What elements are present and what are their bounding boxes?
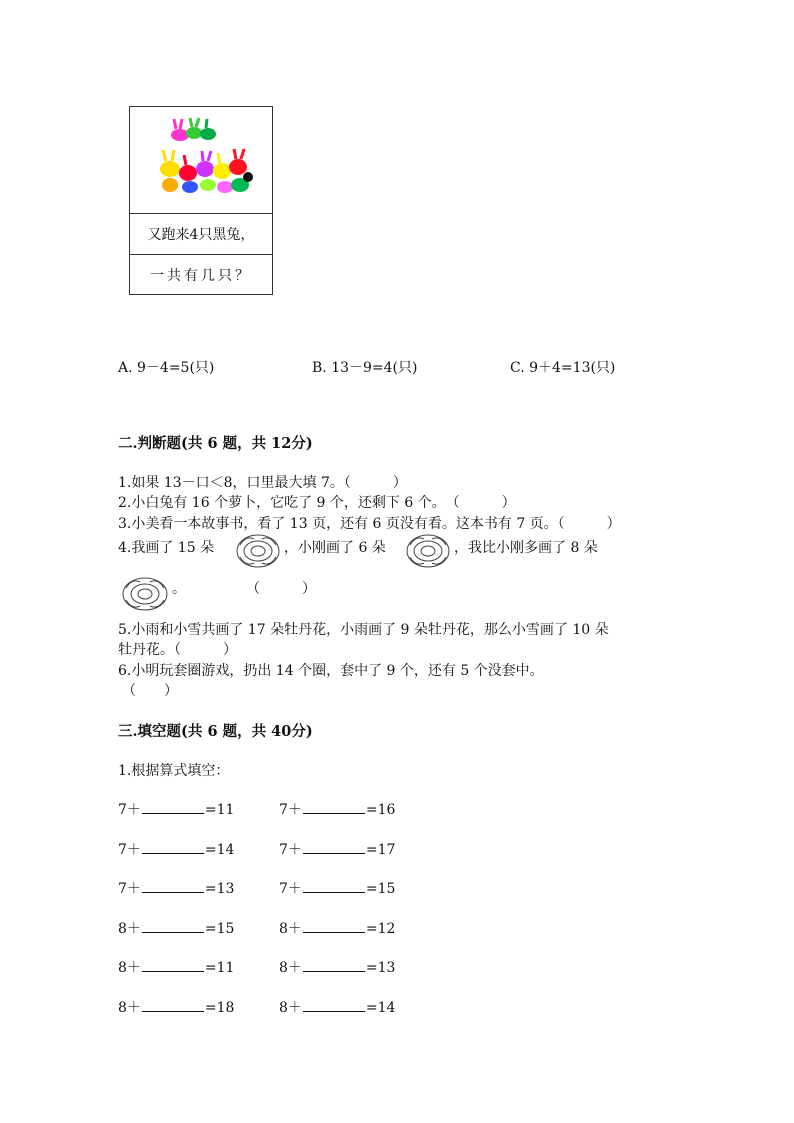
equation-item [279, 839, 395, 859]
equation-suffix: =16 [365, 802, 396, 818]
equation-suffix: =14 [204, 842, 235, 858]
card-line-1: 又跑来4只黑兔， [130, 213, 272, 255]
equation-item [118, 918, 234, 938]
equation-suffix: =11 [204, 960, 235, 976]
option-b[interactable]: B. 13－9=4(只) [312, 360, 418, 376]
answer-blank[interactable] [142, 1010, 204, 1012]
equation-suffix: =15 [365, 881, 396, 897]
section-3-title: 三.填空题(共 6 题，共 40分) [118, 723, 313, 740]
equation-suffix: =12 [365, 921, 396, 937]
judge-question-6-line-2[interactable]: （ ） [122, 683, 178, 699]
answer-blank[interactable] [303, 812, 365, 814]
answer-blank[interactable] [303, 970, 365, 972]
equation-item [118, 957, 234, 977]
judge-question-4-part-c: ，我比小刚多画了 8 朵 [454, 540, 598, 556]
answer-blank[interactable] [142, 812, 204, 814]
answer-blank[interactable] [303, 1010, 365, 1012]
equation-suffix: =13 [365, 960, 396, 976]
equation-prefix: 7＋ [118, 802, 141, 818]
equation-prefix: 7＋ [118, 842, 141, 858]
answer-blank[interactable] [142, 931, 204, 933]
judge-question-5-line-1: 5.小雨和小雪共画了 17 朵牡丹花，小雨画了 9 朵牡丹花，那么小雪画了 10 朵 [118, 622, 609, 638]
equation-suffix: =13 [204, 881, 235, 897]
equation-prefix: 8＋ [279, 1000, 302, 1016]
equation-prefix: 8＋ [279, 960, 302, 976]
fill-question-1: 1.根据算式填空： [118, 763, 230, 779]
equation-suffix: =14 [365, 1000, 396, 1016]
equation-prefix: 7＋ [279, 802, 302, 818]
equation-item [279, 997, 395, 1017]
peony-flower-icon [234, 531, 282, 575]
judge-question-4-part-d: 。 [172, 581, 186, 597]
equation-suffix: =18 [204, 1000, 235, 1016]
section-2-title: 二.判断题(共 6 题，共 12分) [118, 435, 313, 452]
option-c[interactable]: C. 9＋4=13(只) [510, 360, 616, 376]
equation-prefix: 8＋ [118, 921, 141, 937]
equation-suffix: =11 [204, 802, 235, 818]
judge-question-6-line-1: 6.小明玩套圈游戏，扔出 14 个圈，套中了 9 个，还有 5 个没套中。 [118, 663, 544, 679]
judge-question-4-part-b: ，小刚画了 6 朵 [284, 540, 386, 556]
judge-question-4-part-a: 4.我画了 15 朵 [118, 540, 215, 556]
equation-suffix: =17 [365, 842, 396, 858]
equation-prefix: 7＋ [118, 881, 141, 897]
equation-prefix: 8＋ [118, 960, 141, 976]
answer-blank[interactable] [142, 891, 204, 893]
rabbit-icon [160, 118, 253, 193]
equation-item [118, 997, 234, 1017]
question-card [129, 106, 273, 295]
card-line-2: 一共有几只？ [150, 267, 252, 284]
equation-prefix: 7＋ [279, 881, 302, 897]
answer-blank[interactable] [142, 970, 204, 972]
peony-flower-icon [120, 574, 170, 618]
equation-item [279, 918, 395, 938]
equation-item [279, 878, 395, 898]
judge-question-3: 3.小美看一本故事书，看了 13 页，还有 6 页没有看。这本书有 7 页。（ ） [118, 516, 621, 532]
judge-question-1: 1.如果 13－口＜8，口里最大填 7。（ ） [118, 475, 407, 491]
equation-prefix: 8＋ [118, 1000, 141, 1016]
equation-item [118, 878, 234, 898]
answer-blank[interactable] [303, 852, 365, 854]
equation-item [279, 799, 395, 819]
rabbits-picture [130, 107, 272, 214]
equation-prefix: 7＋ [279, 842, 302, 858]
peony-flower-icon [404, 531, 452, 575]
answer-blank[interactable] [303, 891, 365, 893]
option-a[interactable]: A. 9－4=5(只) [118, 360, 215, 376]
answer-blank[interactable] [142, 852, 204, 854]
answer-blank[interactable] [303, 931, 365, 933]
equation-item [118, 839, 234, 859]
equation-prefix: 8＋ [279, 921, 302, 937]
judge-question-2: 2.小白兔有 16 个萝卜，它吃了 9 个，还剩下 6 个。 （ ） [118, 495, 516, 511]
equation-item [118, 799, 234, 819]
equation-suffix: =15 [204, 921, 235, 937]
judge-question-5-line-2: 牡丹花。（ ） [118, 642, 237, 658]
equation-item [279, 957, 395, 977]
judge-question-4-answer[interactable]: （ ） [246, 581, 316, 597]
